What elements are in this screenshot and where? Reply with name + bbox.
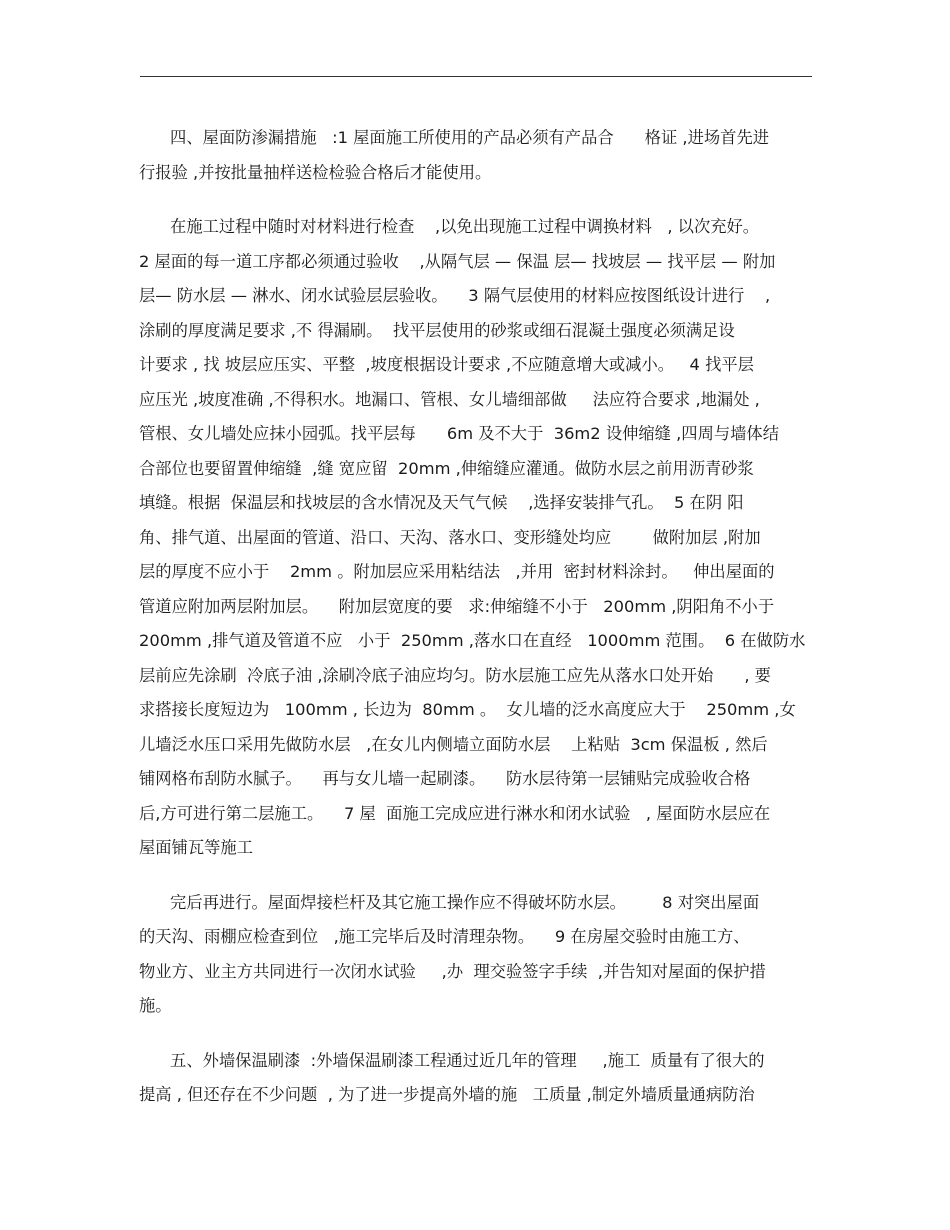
text-line: 施。 bbox=[139, 996, 172, 1015]
text-line: 求搭接长度短边为 100mm , 长边为 80mm 。 女儿墙的泛水高度应大于 250mm ,女 bbox=[139, 700, 796, 719]
text-line: 管道应附加两层附加层。 附加层宽度的要 求:伸缩缝不小于 200mm ,阴阳角不小于 bbox=[139, 596, 775, 616]
text-line: 层的厚度不应小于 2mm 。附加层应采用粘结法 ,并用 密封材料涂封。 伸出屋面的 bbox=[139, 562, 775, 581]
header-rule bbox=[140, 76, 812, 77]
text-line: 物业方、业主方共同进行一次闭水试验 ,办 理交验签字手续 ,并告知对屋面的保护措 bbox=[139, 961, 766, 981]
text-line: 五、外墙保温刷漆 :外墙保温刷漆工程通过近几年的管理 ,施工 质量有了很大的 bbox=[139, 1050, 765, 1070]
text-line: 提高 , 但还存在不少问题 , 为了进一步提高外墙的施 工质量 ,制定外墙质量通病防治 bbox=[139, 1085, 755, 1104]
text-line: 计要求 , 找 坡层应压实、平整 ,坡度根据设计要求 ,不应随意增大或减小。 4 找平层 bbox=[139, 355, 754, 374]
text-line: 的天沟、雨棚应检查到位 ,施工完毕后及时清理杂物。 9 在房屋交验时由施工方、 bbox=[139, 927, 750, 946]
text-line: 在施工过程中随时对材料进行检查 ,以免出现施工过程中调换材料 , 以次充好。 bbox=[139, 217, 760, 236]
text-line: 角、排气道、出屋面的管道、沿口、天沟、落水口、变形缝处均应 做附加层 ,附加 bbox=[139, 527, 761, 547]
text-line: 合部位也要留置伸缩缝 ,缝 宽应留 20mm ,伸缩缝应灌通。做防水层之前用沥青砂浆 bbox=[139, 458, 754, 478]
text-line: 行报验 ,并按批量抽样送检检验合格后才能使用。 bbox=[139, 162, 492, 182]
text-line: 层前应先涂刷 冷底子油 ,涂刷冷底子油应均匀。防水层施工应先从落水口处开始 , 要 bbox=[139, 665, 771, 685]
text-line: 管根、女儿墙处应抹小园弧。找平层每 6m 及不大于 36m2 设伸缩缝 ,四周与墙体结 bbox=[139, 424, 779, 443]
text-line: 填缝。根据 保温层和找坡层的含水情况及天气气候 ,选择安装排气孔。 5 在阴 阳 bbox=[139, 493, 744, 512]
text-line: 四、屋面防渗漏措施 :1 屋面施工所使用的产品必须有产品合 格证 ,进场首先进 bbox=[139, 128, 770, 147]
text-line: 应压光 ,坡度准确 ,不得积水。地漏口、管根、女儿墙细部做 法应符合要求 ,地漏处 , bbox=[139, 389, 760, 409]
paragraph bbox=[139, 1044, 815, 1113]
text-line: 200mm ,排气道及管道不应 小于 250mm ,落水口在直经 1000mm 范围。 6 在做防水 bbox=[139, 631, 806, 650]
paragraph bbox=[139, 210, 815, 866]
text-line: 铺网格布刮防水腻子。 再与女儿墙一起刷漆。 防水层待第一层铺贴完成验收合格 bbox=[139, 769, 751, 788]
text-line: 屋面铺瓦等施工 bbox=[139, 838, 253, 857]
text-line: 层— 防水层 — 淋水、闭水试验层层验收。 3 隔气层使用的材料应按图纸设计进行 , bbox=[139, 286, 771, 305]
text-line: 2 屋面的每一道工序都必须通过验收 ,从隔气层 — 保温 层— 找坡层 — 找平层 — 附加 bbox=[139, 251, 776, 271]
text-line: 儿墙泛水压口采用先做防水层 ,在女儿内侧墙立面防水层 上粘贴 3cm 保温板 , 然后 bbox=[139, 734, 768, 754]
paragraph bbox=[139, 886, 815, 1024]
text-line: 涂刷的厚度满足要求 ,不 得漏刷。 找平层使用的砂浆或细石混凝土强度必须满足设 bbox=[139, 320, 735, 340]
document-body bbox=[139, 121, 815, 1133]
text-line: 完后再进行。屋面焊接栏杆及其它施工操作应不得破坏防水层。 8 对突出屋面 bbox=[139, 892, 760, 912]
text-line: 后,方可进行第二层施工。 7 屋 面施工完成应进行淋水和闭水试验 , 屋面防水层应在 bbox=[139, 803, 771, 823]
paragraph bbox=[139, 121, 815, 190]
